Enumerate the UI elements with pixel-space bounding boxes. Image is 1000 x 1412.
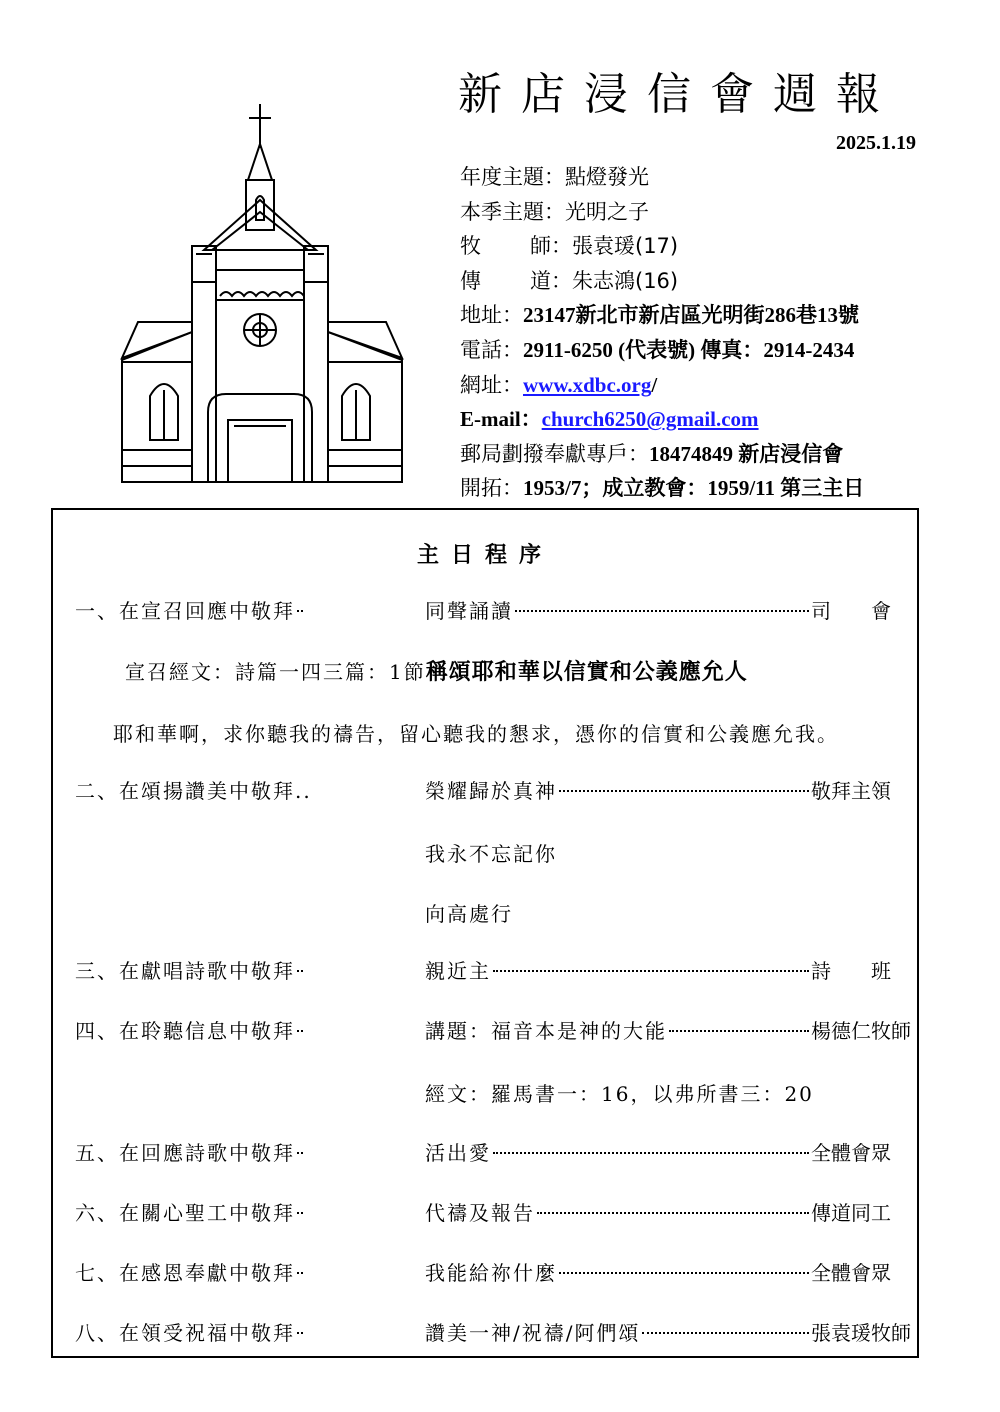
program-item-4	[75, 1016, 911, 1046]
program-part: 一、在宣召回應中敬拜	[75, 599, 295, 623]
website-label: 網址：	[460, 372, 523, 397]
annual-theme-label: 年度主題：	[460, 165, 565, 189]
preacher-line	[460, 264, 980, 299]
postal-line	[460, 437, 980, 472]
email-link[interactable]: church6250@gmail.com	[541, 407, 759, 432]
program-item-7	[75, 1258, 911, 1288]
pastor-name: 張袁瑗(17)	[572, 234, 679, 259]
program-role: 詩 班	[811, 959, 891, 983]
program-role: 敬拜主領	[811, 779, 891, 803]
program-item-5	[75, 1138, 911, 1168]
email-label: E-mail：	[460, 407, 542, 432]
founded-line	[460, 471, 980, 506]
website-suffix: /	[651, 372, 658, 397]
program-role: 司 會	[811, 599, 891, 623]
call-verse-ref: 宣召經文：詩篇一四三篇：1節	[125, 660, 426, 684]
worship-program	[51, 508, 919, 1358]
season-theme-label: 本季主題：	[460, 199, 565, 224]
program-role: 張袁瑗牧師	[811, 1321, 911, 1345]
program-title: 主日程序	[416, 542, 553, 568]
pastor-label-first: 牧	[460, 234, 481, 259]
program-item-6	[75, 1198, 911, 1228]
church-illustration	[112, 100, 412, 490]
scripture-reading: 經文：羅馬書一：16，以弗所書三：20	[425, 1082, 814, 1106]
pastor-label-second: 師：	[530, 234, 572, 259]
postal-account: 18474849 新店浸信會	[649, 441, 844, 466]
season-theme: 光明之子	[565, 199, 649, 224]
address-line	[460, 298, 980, 333]
program-content: 親近主	[425, 959, 491, 983]
program-item-1	[75, 596, 911, 626]
address-label: 地址：	[460, 303, 523, 328]
season-theme-line	[460, 195, 980, 230]
bulletin-title: 新店浸信會週報	[458, 69, 899, 120]
website-link[interactable]: www.xdbc.org	[523, 372, 652, 397]
program-part: 六、在關心聖工中敬拜	[75, 1201, 295, 1225]
song-1: 我永不忘記你	[425, 842, 557, 866]
program-part: 五、在回應詩歌中敬拜	[75, 1141, 295, 1165]
annual-theme-line	[460, 160, 980, 195]
email-line	[460, 402, 980, 437]
program-content: 榮耀歸於真神	[425, 779, 557, 803]
phone-label: 電話：	[460, 337, 523, 362]
program-role: 全體會眾	[811, 1261, 891, 1285]
program-content: 活出愛	[425, 1141, 491, 1165]
song-2: 向高處行	[425, 902, 513, 926]
phone-line	[460, 333, 980, 368]
program-content: 講題：福音本是神的大能	[425, 1019, 667, 1043]
program-content: 讚美一神/祝禱/阿們頌	[425, 1321, 641, 1345]
postal-label: 郵局劃撥奉獻專戶：	[460, 441, 649, 466]
founded-label: 開拓：	[460, 476, 523, 501]
program-item-8	[75, 1318, 911, 1348]
preacher-label-first: 傳	[460, 268, 481, 293]
pastor-line	[460, 229, 980, 264]
address: 23147新北市新店區光明街286巷13號	[523, 303, 859, 328]
annual-theme: 點燈發光	[565, 165, 649, 189]
phone: 2911-6250 (代表號) 傳真：2914-2434	[523, 337, 855, 362]
program-item-3	[75, 956, 911, 986]
program-part: 七、在感恩奉獻中敬拜	[75, 1261, 295, 1285]
program-content: 同聲誦讀	[425, 599, 513, 623]
program-role: 楊德仁牧師	[811, 1019, 911, 1043]
preacher-label-second: 道：	[530, 268, 572, 293]
program-part: 二、在頌揚讚美中敬拜..	[75, 779, 312, 803]
program-role: 傳道同工	[811, 1201, 891, 1225]
program-content: 代禱及報告	[425, 1201, 535, 1225]
church-info	[460, 160, 980, 506]
call-verse-heading: 稱頌耶和華以信實和公義應允人	[425, 659, 748, 685]
program-item-2	[75, 776, 911, 806]
program-role: 全體會眾	[811, 1141, 891, 1165]
preacher-name: 朱志鴻(16)	[572, 268, 679, 293]
bulletin-date: 2025.1.19	[836, 132, 916, 154]
call-verse	[125, 655, 748, 686]
website-line	[460, 368, 980, 403]
call-verse-text: 耶和華啊，求你聽我的禱告，留心聽我的懇求，憑你的信實和公義應允我。	[113, 722, 839, 746]
program-part: 四、在聆聽信息中敬拜	[75, 1019, 295, 1043]
program-part: 八、在領受祝福中敬拜	[75, 1321, 295, 1345]
program-part: 三、在獻唱詩歌中敬拜	[75, 959, 295, 983]
program-content: 我能給祢什麼	[425, 1261, 557, 1285]
founded: 1953/7；成立教會：1959/11 第三主日	[523, 476, 865, 501]
